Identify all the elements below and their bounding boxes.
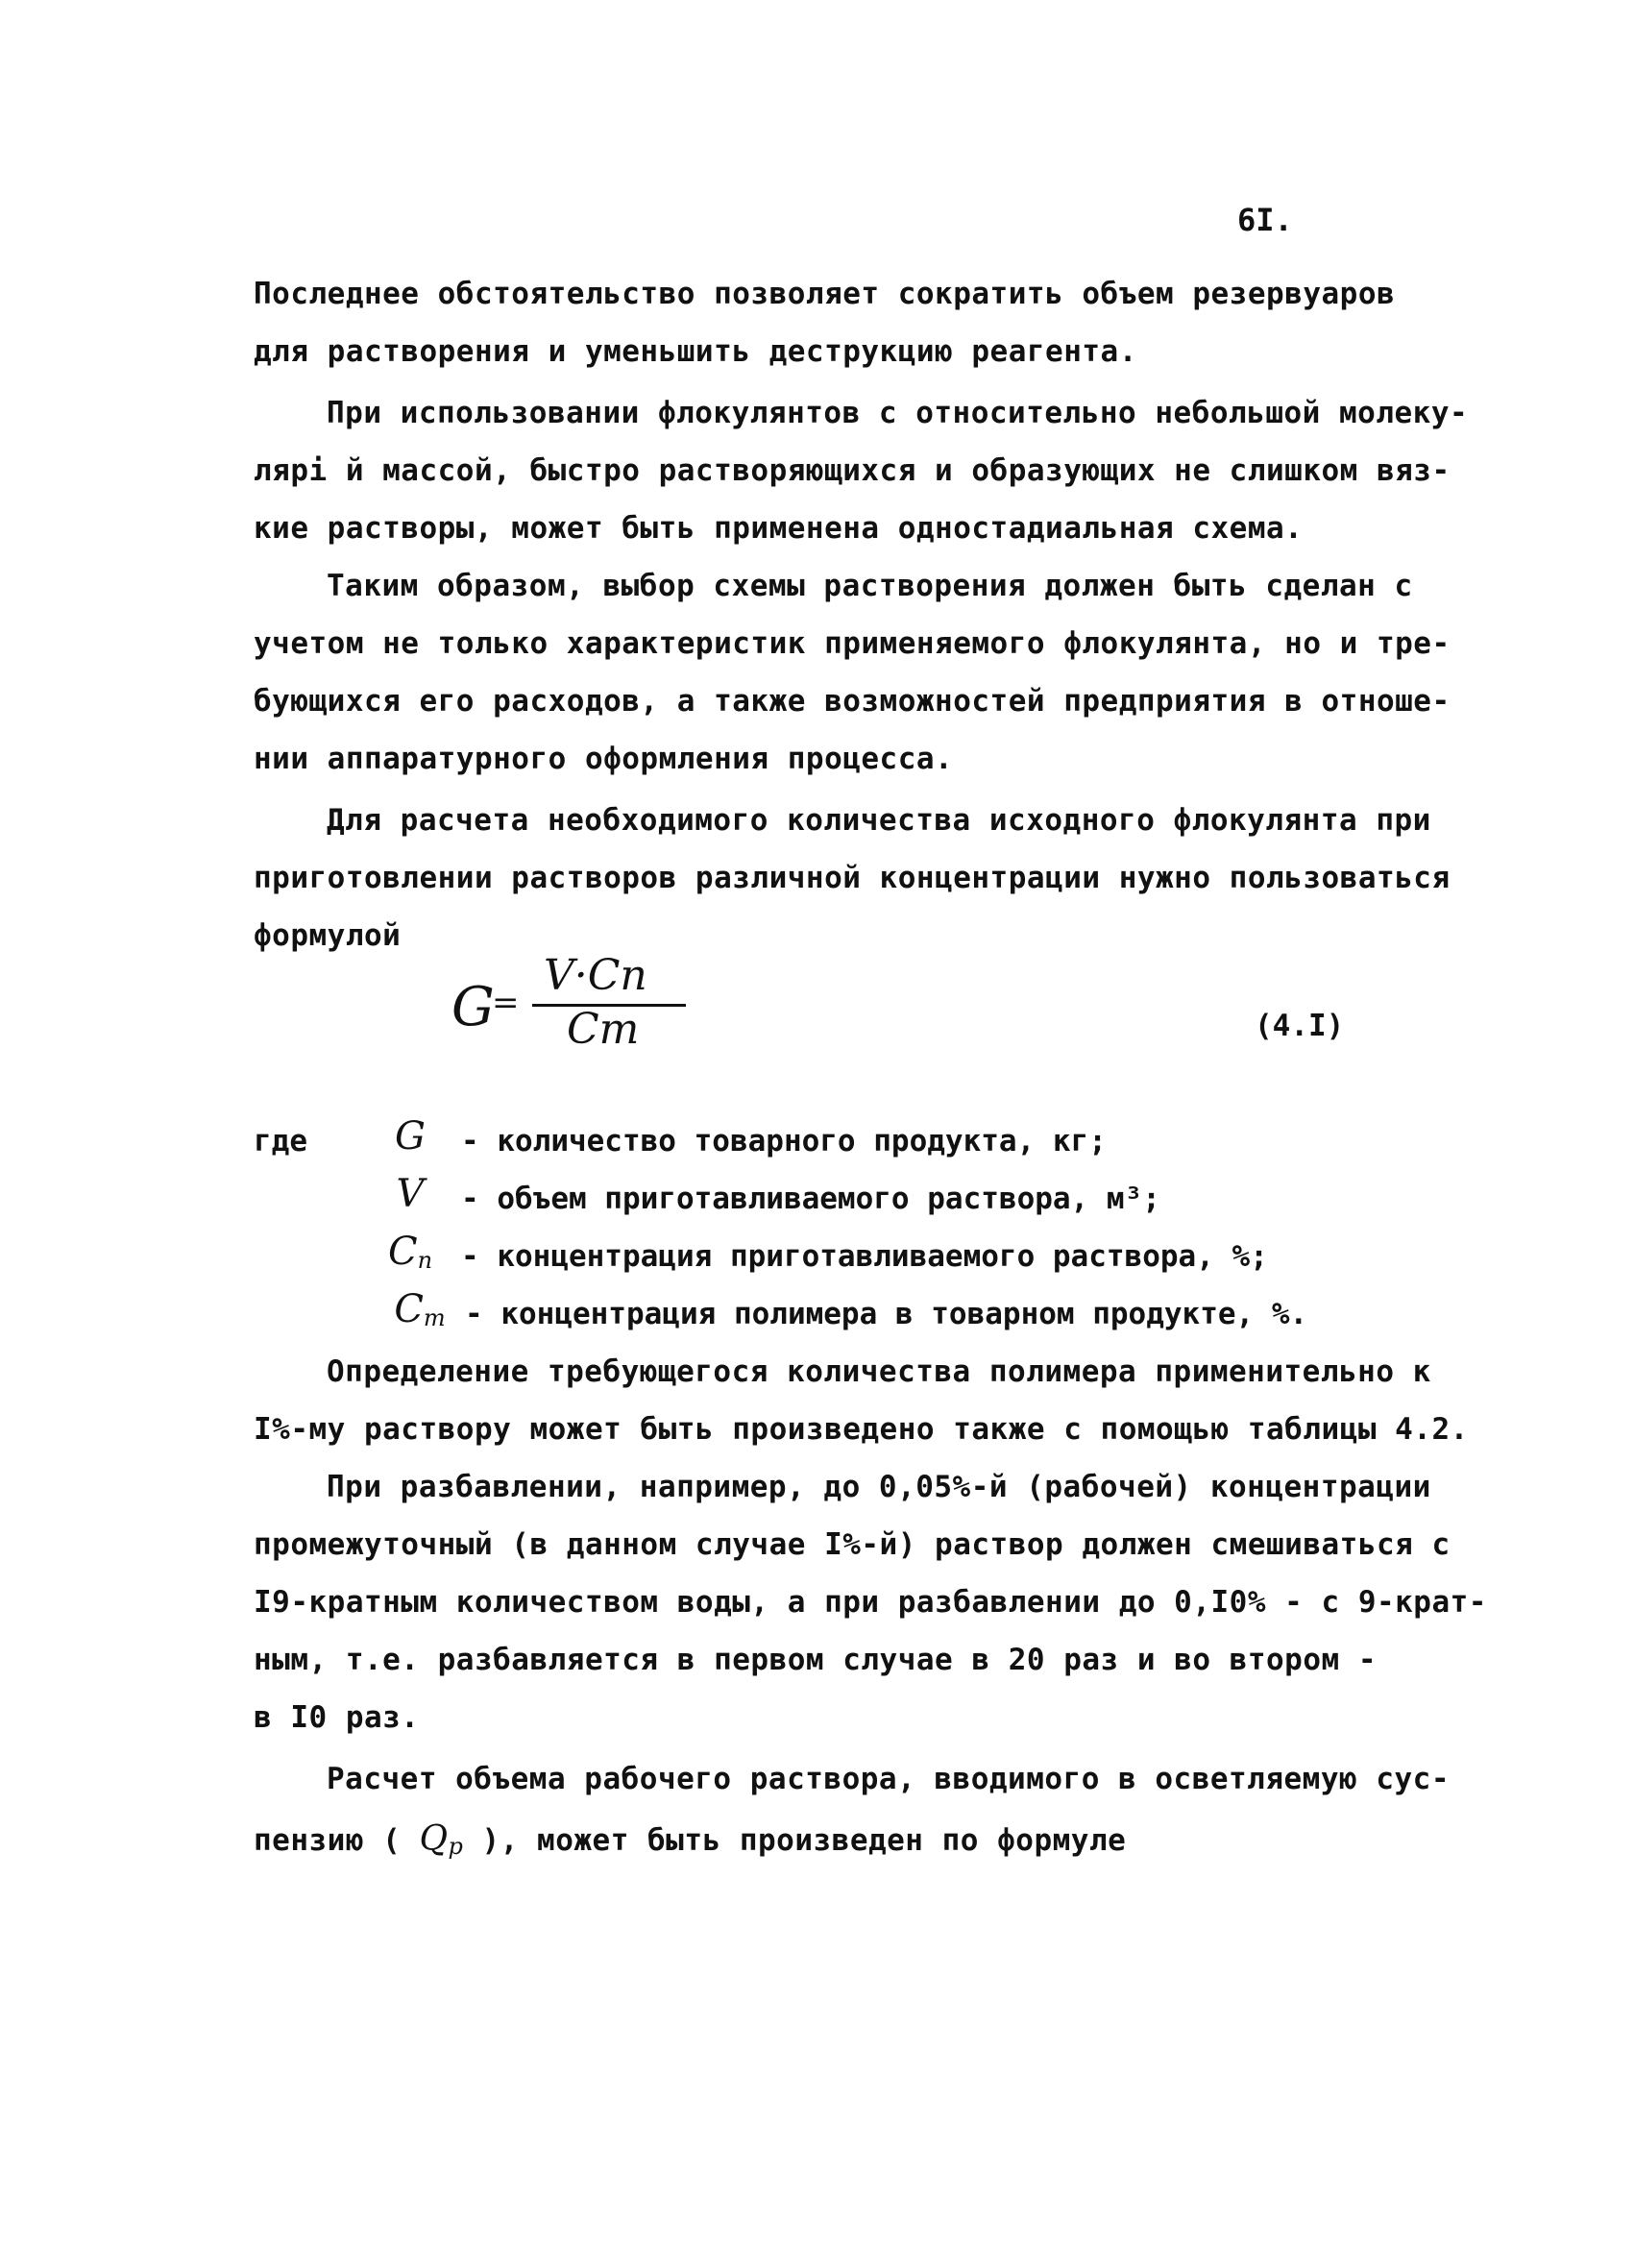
text-line: для растворения и уменьшить деструкцию реагента. (254, 334, 1137, 369)
legend-symbol: Cт (394, 1287, 446, 1331)
text-line: Определение требующегося количества полимера применительно к (327, 1354, 1431, 1389)
legend-description: - объем приготавливаемого раствора, м³; (461, 1182, 1160, 1216)
legend-symbol: Cп (387, 1230, 433, 1274)
text-line: Для расчета необходимого количества исходного флокулянта при (327, 803, 1431, 838)
text-line: нии аппаратурного оформления процесса. (254, 742, 954, 776)
text-line: При разбавлении, например, до 0,05%-й (рабочей) концентрации (327, 1470, 1431, 1504)
text-line: пензию ( Qр ), может быть произведен по формуле (254, 1819, 1127, 1860)
text-line: Таким образом, выбор схемы растворения должен быть сделан с (327, 569, 1413, 603)
text-line: ным, т.е. разбавляется в первом случае в 20 раз и во втором - (254, 1643, 1377, 1677)
formula-equals: = (492, 984, 520, 1022)
formula-denominator: Cт (567, 1005, 640, 1054)
text-line: формулой (254, 918, 402, 953)
inline-symbol: Qр (419, 1819, 464, 1860)
legend-symbol: G (395, 1114, 426, 1158)
text-line: приготовлении растворов различной концентрации нужно пользоваться (254, 861, 1451, 895)
formula-numerator: V·Cп (544, 951, 647, 1000)
text-line: I%-му раствору может быть произведено также с помощью таблицы 4.2. (254, 1412, 1469, 1447)
text-line: промежуточный (в данном случае I%-й) раствор должен смешиваться с (254, 1527, 1451, 1562)
page-number: 6I. (1237, 202, 1293, 238)
text-line: Расчет объема рабочего раствора, вводимого в осветляемую сус- (327, 1762, 1450, 1796)
formula (451, 951, 701, 1057)
formula-lhs: G (451, 976, 495, 1038)
text-line: I9-кратным количеством воды, а при разбавлении до 0,I0% - с 9-крат- (254, 1585, 1487, 1620)
legend-description: - концентрация приготавливаемого раствора, %; (461, 1239, 1268, 1274)
text-line: учетом не только характеристик применяемого флокулянта, но и тре- (254, 626, 1451, 661)
text-line: лярі й массой, быстро растворяющихся и образующих не слишком вяз- (254, 453, 1451, 488)
legend-description: - концентрация полимера в товарном продукте, %. (465, 1297, 1308, 1331)
text-line: Последнее обстоятельство позволяет сократить объем резервуаров (254, 277, 1396, 311)
text-line: бующихся его расходов, а также возможностей предприятия в отноше- (254, 684, 1451, 719)
text-line: в I0 раз. (254, 1700, 420, 1735)
text-line: кие растворы, может быть применена одностадиальная схема. (254, 511, 1304, 546)
equation-number: (4.I) (1255, 1009, 1345, 1043)
legend-intro: где (254, 1124, 307, 1158)
legend-symbol: V (396, 1172, 425, 1216)
legend-description: - количество товарного продукта, кг; (461, 1124, 1107, 1158)
text-line: При использовании флокулянтов с относительно небольшой молеку- (327, 396, 1469, 430)
